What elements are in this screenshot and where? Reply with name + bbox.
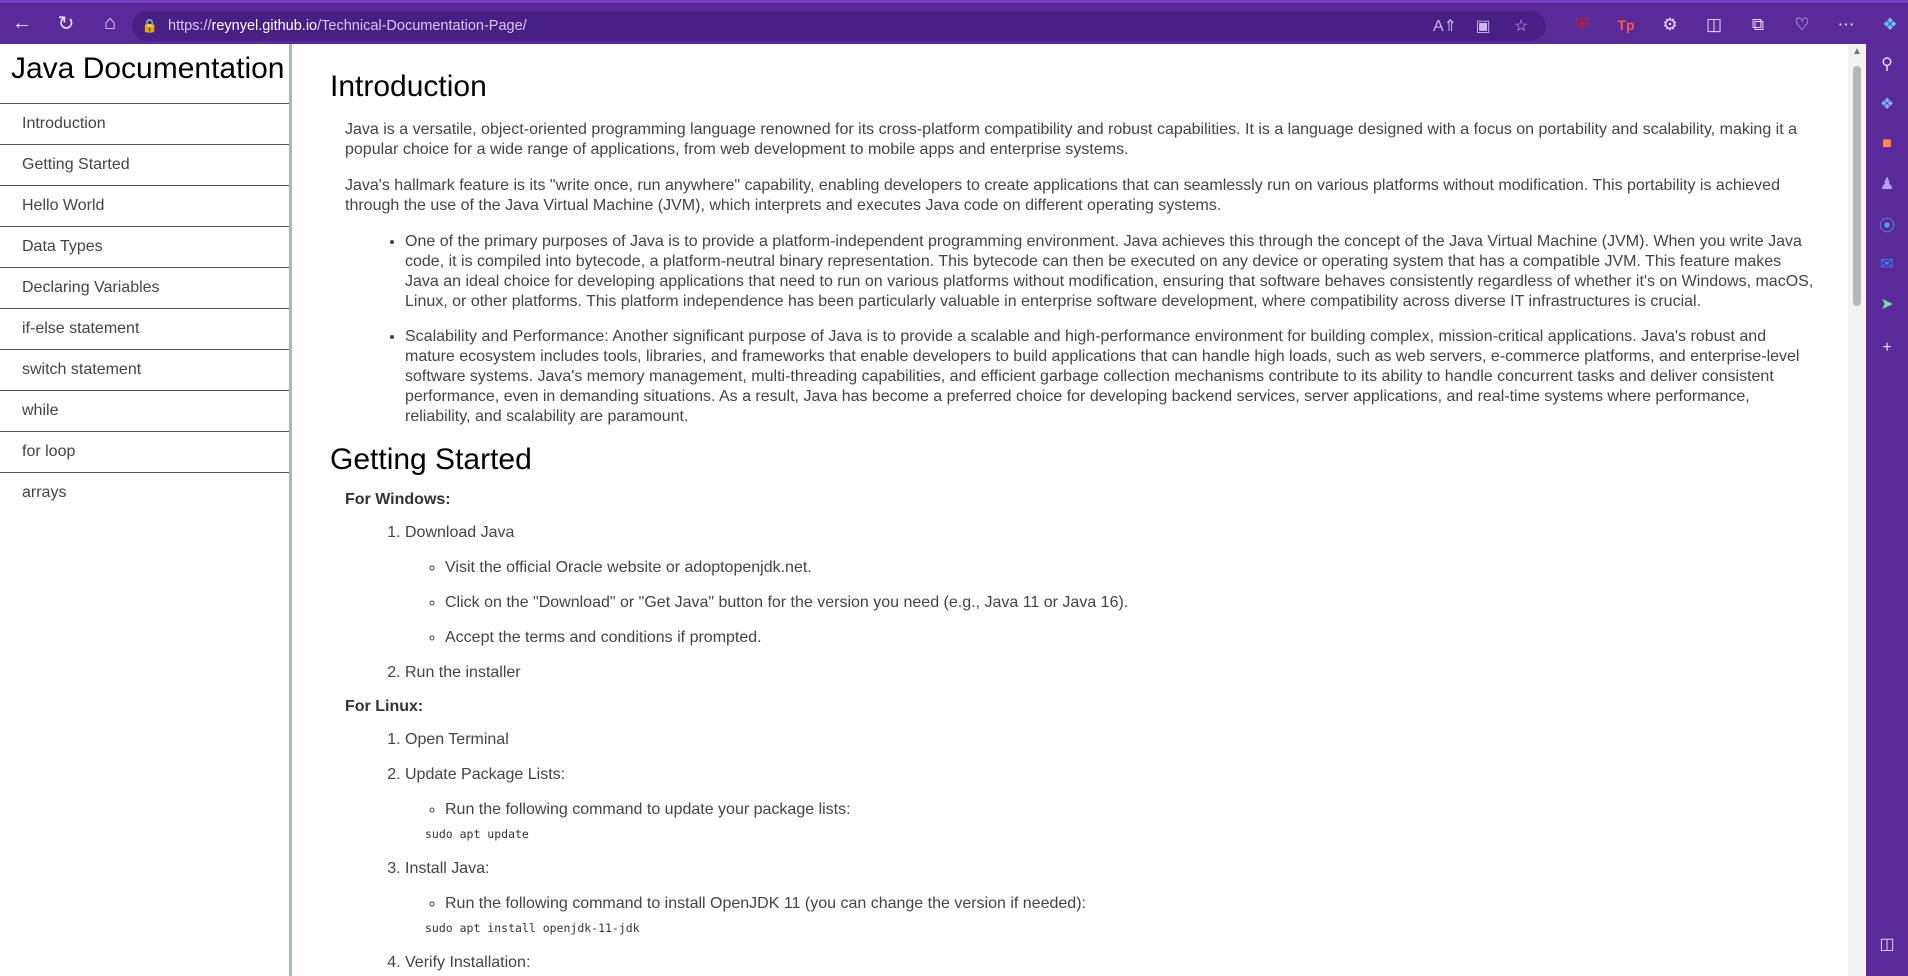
list-item: 1. Open Terminal [405, 730, 1815, 750]
nav-link-while[interactable]: while [0, 391, 289, 432]
section-heading-introduction: Introduction [330, 70, 487, 103]
page-scrollbar[interactable] [1848, 44, 1866, 976]
favorite-star-icon[interactable]: ☆ [1513, 18, 1529, 35]
immersive-reader-icon[interactable]: ▣ [1475, 18, 1491, 35]
nav-link-switch-statement[interactable]: switch statement [0, 350, 289, 391]
microsoft-365-icon[interactable]: ⦿ [1878, 217, 1895, 235]
windows-label: For Windows: [345, 491, 451, 508]
extensions-puzzle-icon[interactable]: ⚙ [1662, 15, 1678, 34]
nav-link-arrays[interactable]: arrays [22, 484, 67, 501]
list-item: 1. Download Java ◦ Visit the official Oracle website or adoptopenjdk.net. ◦ Click on the "Download" or "Get Java" button for the version you need (e.g., Java 11 or Java 16). ◦ Accept the terms and conditions if prompted. [405, 523, 1815, 648]
list-item: ◦ Visit the official Oracle website or adoptopenjdk.net. [445, 558, 1815, 578]
intro-bullet-list [405, 232, 1815, 427]
scroll-up-arrow-icon[interactable]: ▲ [1852, 46, 1862, 57]
ublock-extension-icon[interactable]: ⛨ [1575, 15, 1589, 34]
list-item: • One of the primary purposes of Java is to provide a platform-independent programming environment. Java achieves this through the concept of the Java Virtual Machine (JVM). When you write Java code, it is compiled into bytecode, a platform-neutral binary representation. This bytecode can then be executed on any device or operating system that has a compatible JVM. This feature makes Java an ideal choice for developing applications that need to run on various platforms without modification, ensuring that software behaves consistently regardless of whether it's on Windows, macOS, Linux, or other platforms. This platform independence has been particularly valuable in enterprise software development, where compatibility across diverse IT infrastructures is crucial. [405, 232, 1815, 312]
search-icon[interactable]: ⚲ [1881, 56, 1893, 73]
tp-extension-icon[interactable]: Tp [1617, 17, 1635, 33]
nav-link-declaring-variables[interactable]: Declaring Variables [0, 268, 289, 309]
browser-sidebar [1866, 44, 1908, 976]
main-doc [330, 44, 1815, 976]
address-bar[interactable] [132, 11, 1546, 41]
list-item: 4. Verify Installation: [405, 953, 1815, 973]
windows-steps [405, 523, 1815, 683]
intro-paragraph-2: Java's hallmark feature is its "write once, run anywhere" capability, enabling developers to create applications that can seamlessly run on various platforms without modification. This portability is achieved through the use of the Java Virtual Machine (JVM), which interprets and executes Java code on different operating systems. [345, 177, 1780, 214]
windows-step1-substeps [445, 558, 1815, 648]
section-introduction [330, 70, 1815, 427]
lock-icon[interactable]: 🔒 [141, 18, 159, 33]
nav-title: Java Documentation [0, 44, 289, 104]
refresh-icon[interactable]: ↻ [57, 13, 75, 35]
read-aloud-icon[interactable]: A⇑ [1432, 18, 1458, 35]
nav-link-if-else-statement[interactable]: if-else statement [0, 309, 289, 350]
navbar [0, 44, 292, 976]
code-command-apt-install: sudo apt install openjdk-11-jdk [425, 921, 640, 935]
url-text[interactable]: https://reynyel.github.io/Technical-Documentation-Page/ [168, 18, 527, 34]
nav-link-getting-started[interactable]: Getting Started [0, 145, 289, 186]
nav-link-introduction[interactable]: Introduction [0, 104, 289, 145]
back-icon[interactable]: ← [12, 12, 32, 34]
favorites-heart-icon[interactable]: ♡ [1794, 15, 1810, 34]
intro-paragraph-1: Java is a versatile, object-oriented programming language renowned for its cross-platform compatibility and robust capabilities. It is a language designed with a focus on portability and scalability, making it a popular choice for a wide range of applications, from web development to mobile apps and enterprise systems. [345, 121, 1798, 158]
more-options-icon[interactable]: ⋯ [1837, 15, 1855, 34]
games-icon[interactable]: ♟ [1879, 176, 1895, 193]
sidebar-settings-icon[interactable]: ◫ [1879, 936, 1895, 953]
list-item: • Scalability and Performance: Another significant purpose of Java is to provide a scalable and high-performance environment for building complex, mission-critical applications. Java's robust and mature ecosystem includes tools, libraries, and frameworks that enable developers to build applications that can handle high loads, such as web servers, e-commerce platforms, and enterprise-level software systems. Java's memory management, multi-threading capabilities, and efficient garbage collection mechanisms contribute to its ability to handle concurrent tasks and deliver consistent performance, even in demanding situations. As a result, Java has become a preferred choice for developing backend services, server applications, and real-time systems where performance, reliability, and scalability are paramount. [405, 327, 1815, 427]
linux-label: For Linux: [345, 698, 424, 715]
linux-steps [405, 730, 1815, 973]
nav-link-for-loop[interactable]: for loop [0, 432, 289, 473]
list-item: ◦ Accept the terms and conditions if prompted. [445, 628, 1815, 648]
list-item: ◦ Click on the "Download" or "Get Java" button for the version you need (e.g., Java 11 or Java 16). [445, 593, 1815, 613]
outlook-icon[interactable]: ✉ [1880, 256, 1894, 273]
collections-icon[interactable]: ⧉ [1751, 15, 1765, 34]
list-item: ◦ Run the following command to install OpenJDK 11 (you can change the version if needed): [445, 894, 1815, 914]
browser-toolbar [0, 0, 1908, 44]
list-item: 3. Install Java: ◦ Run the following command to install OpenJDK 11 (you can change the version if needed): sudo apt install openjdk-11-jdk [405, 859, 1815, 938]
copilot-icon[interactable]: ❖ [1882, 15, 1898, 34]
scroll-thumb[interactable] [1853, 66, 1861, 306]
tools-briefcase-icon[interactable]: ■ [1882, 135, 1892, 152]
list-item: ◦ Run the following command to update your package lists: [445, 800, 1815, 820]
drop-send-icon[interactable]: ➤ [1880, 296, 1894, 313]
shopping-tag-icon[interactable]: ❖ [1879, 96, 1895, 113]
nav-link-data-types[interactable]: Data Types [0, 227, 289, 268]
split-screen-icon[interactable]: ◫ [1705, 15, 1723, 34]
home-icon[interactable]: ⌂ [103, 12, 117, 34]
add-sidebar-app-icon[interactable]: + [1882, 339, 1892, 356]
section-getting-started [330, 443, 1815, 973]
code-command-apt-update: sudo apt update [425, 827, 529, 841]
section-heading-getting-started: Getting Started [330, 443, 532, 476]
list-item: 2. Run the installer [405, 663, 1815, 683]
nav-link-hello-world[interactable]: Hello World [0, 186, 289, 227]
list-item: 2. Update Package Lists: ◦ Run the following command to update your package lists: sudo apt update [405, 765, 1815, 844]
